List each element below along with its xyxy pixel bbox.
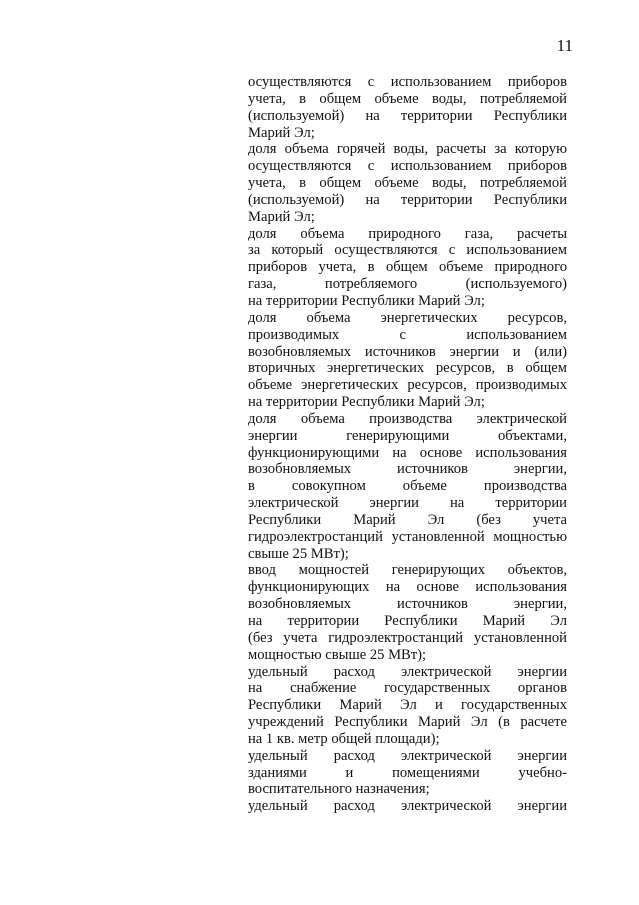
text-line: осуществляются с использованием приборов [248, 74, 567, 90]
text-line: доля объема энергетических ресурсов, [248, 309, 567, 326]
text-line: производимых с использованием [248, 326, 567, 343]
text-line: Республики Марий Эл (без учета [248, 511, 567, 528]
text-line: удельный расход электрической энергии [248, 663, 567, 680]
text-line: удельный расход электрической энергии [248, 798, 567, 815]
text-line: в совокупном объеме производства [248, 478, 567, 495]
text-line: функционирующих на основе использования [248, 579, 567, 596]
page-number: 11 [556, 36, 573, 55]
text-line: доля объема производства электрической [248, 410, 567, 427]
text-line: объеме энергетических ресурсов, производимых [248, 377, 567, 394]
text-line: возобновляемых источников энергии и (или) [248, 343, 567, 360]
text-line: возобновляемых источников энергии, [248, 461, 567, 478]
text-line: учета, в общем объеме воды, потребляемой [248, 175, 567, 192]
document-body [248, 74, 567, 815]
text-line: мощностью свыше 25 МВт); [248, 646, 427, 663]
text-line: (используемой) на территории Республики [248, 107, 567, 124]
text-line: электрической энергии на территории [248, 495, 567, 512]
text-line: Марий Эл; [248, 124, 315, 141]
text-line: на 1 кв. метр общей площади); [248, 730, 440, 747]
text-line: Республики Марий Эл и государственных [248, 697, 567, 714]
text-line: Марий Эл; [248, 208, 315, 225]
text-line: на территории Республики Марий Эл [248, 613, 567, 629]
text-line: приборов учета, в общем объеме природного [248, 259, 567, 276]
text-line: на снабжение государственных органов [248, 680, 567, 697]
text-line: функционирующими на основе использования [248, 444, 567, 461]
text-line: за который осуществляются с использованием [248, 242, 567, 259]
text-line: доля объема горячей воды, расчеты за которую [248, 141, 567, 158]
text-line: газа, потребляемого (используемого) [248, 276, 567, 293]
text-line: возобновляемых источников энергии, [248, 596, 567, 613]
text-line: на территории Республики Марий Эл; [248, 394, 485, 411]
text-line: удельный расход электрической энергии [248, 747, 567, 764]
text-line: энергии генерирующими объектами, [248, 427, 567, 444]
text-line: воспитательного назначения; [248, 781, 430, 798]
text-line: зданиями и помещениями учебно- [248, 764, 567, 781]
text-line: (используемой) на территории Республики [248, 191, 567, 208]
text-line: учреждений Республики Марий Эл (в расчете [248, 714, 567, 731]
text-line: учета, в общем объеме воды, потребляемой [248, 90, 567, 107]
text-line: на территории Республики Марий Эл; [248, 292, 485, 309]
text-line: осуществляются с использованием приборов [248, 158, 567, 175]
text-line: доля объема природного газа, расчеты [248, 225, 567, 242]
text-line: гидроэлектростанций установленной мощностью [248, 528, 567, 545]
text-line: (без учета гидроэлектростанций установленной [248, 629, 567, 646]
text-line: ввод мощностей генерирующих объектов, [248, 562, 567, 579]
text-line: вторичных энергетических ресурсов, в общем [248, 360, 567, 377]
text-line: свыше 25 МВт); [248, 545, 349, 562]
